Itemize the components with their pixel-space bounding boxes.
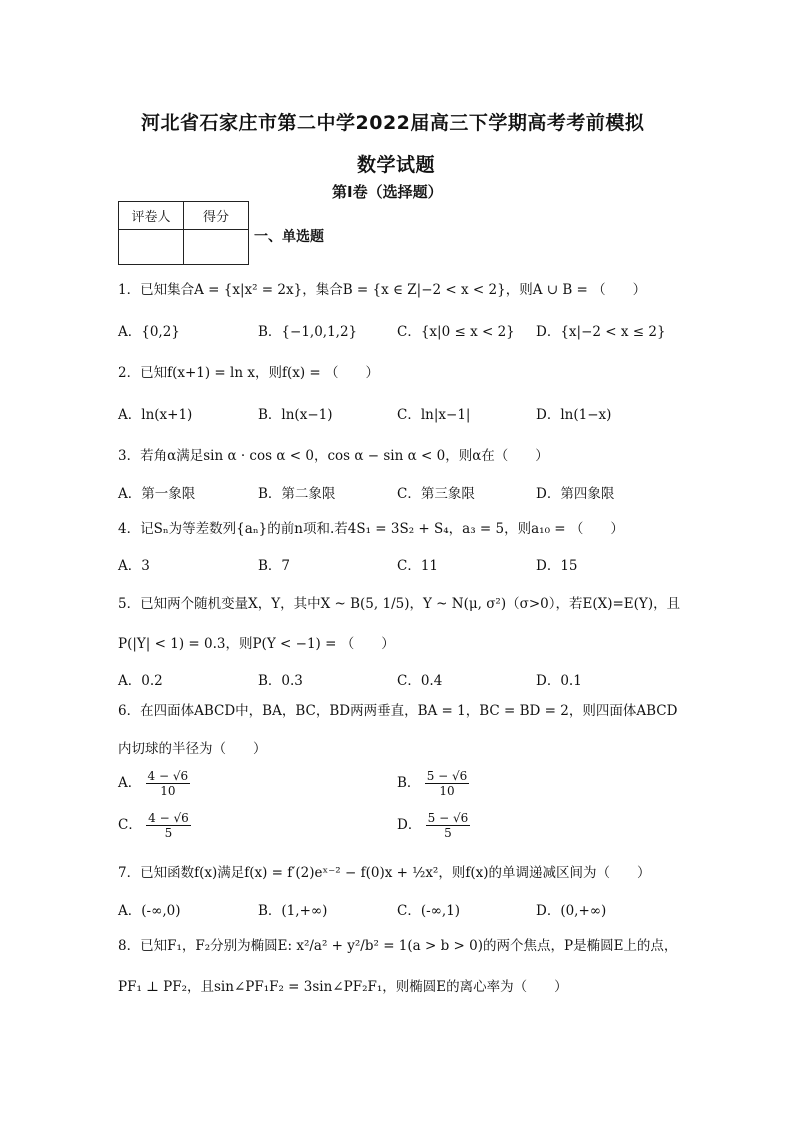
- question-stem-line-1: 已知两个随机变量X，Y，其中X ~ B(5, 1/5)，Y ~ N(μ, σ²)（σ>0），若E(X)=E(Y)，且: [140, 596, 681, 612]
- q6-option-c[interactable]: [118, 811, 191, 840]
- numerator: 4 − √6: [147, 769, 189, 783]
- denominator: 10: [160, 784, 176, 798]
- question-stem: 已知集合A = {x|x² = 2x}，集合B = {x ∈ Z|−2 < x < 2}，则A ∪ B = （ ）: [140, 282, 647, 298]
- q4-option-a[interactable]: A．3: [118, 558, 150, 574]
- question-6-line-2: 内切球的半径为（ ）: [118, 741, 267, 757]
- q1-option-b[interactable]: B．{−1,0,1,2}: [258, 324, 358, 340]
- fraction: [146, 811, 191, 840]
- question-1: [118, 278, 646, 298]
- option-label: B．: [397, 775, 421, 791]
- q2-option-c[interactable]: C．ln|x−1|: [397, 407, 471, 423]
- q6-option-b[interactable]: [397, 769, 469, 798]
- question-number: 4．: [118, 521, 141, 537]
- q5-option-b[interactable]: B．0.3: [258, 673, 303, 689]
- question-7: [118, 861, 650, 881]
- q7-option-b[interactable]: B．(1,+∞): [258, 903, 328, 919]
- score-table-cell-score[interactable]: [184, 230, 249, 265]
- page-title: 河北省石家庄市第二中学2022届高三下学期高考考前模拟: [141, 112, 645, 134]
- numerator: 5 − √6: [426, 769, 468, 783]
- question-number: 7．: [118, 865, 141, 881]
- question-number: 1．: [118, 282, 141, 298]
- q3-option-c[interactable]: C．第三象限: [397, 486, 475, 502]
- denominator: 5: [444, 826, 452, 840]
- denominator: 5: [164, 826, 173, 840]
- q7-option-d[interactable]: D．(0,+∞): [536, 903, 607, 919]
- numerator: 4 − √6: [148, 811, 189, 825]
- numerator: 5 − √6: [427, 811, 469, 825]
- question-5-line-2: P(|Y| < 1) = 0.3，则P(Y < −1) = （ ）: [118, 636, 395, 652]
- q1-option-c[interactable]: C．{x|0 ≤ x < 2}: [397, 324, 515, 340]
- question-number: 3．: [118, 448, 141, 464]
- question-stem: 已知函数f(x)满足f(x) = f′(2)eˣ⁻² − f(0)x + ½x²，则f(x)的单调递减区间为（ ）: [140, 865, 651, 881]
- option-label: C．: [118, 817, 142, 833]
- question-8-line-2: PF₁ ⊥ PF₂，且sin∠PF₁F₂ = 3sin∠PF₂F₁，则椭圆E的离心率为（ ）: [118, 979, 568, 995]
- question-5: [118, 592, 680, 612]
- q4-option-d[interactable]: D．15: [536, 558, 578, 574]
- option-label: D．: [397, 817, 422, 833]
- q2-option-a[interactable]: A．ln(x+1): [118, 407, 193, 423]
- question-3: [118, 444, 549, 464]
- denominator: 10: [439, 784, 455, 798]
- q5-option-a[interactable]: A．0.2: [118, 673, 163, 689]
- q4-option-c[interactable]: C．11: [397, 558, 439, 574]
- q5-option-c[interactable]: C．0.4: [397, 673, 443, 689]
- score-table-header-score: 得分: [184, 202, 249, 230]
- q3-option-a[interactable]: A．第一象限: [118, 486, 196, 502]
- q6-option-d[interactable]: [397, 811, 470, 840]
- question-number: 5．: [118, 596, 141, 612]
- q1-option-a[interactable]: A．{0,2}: [118, 324, 180, 340]
- fraction: [425, 769, 470, 798]
- q2-option-d[interactable]: D．ln(1−x): [536, 407, 612, 423]
- q2-option-b[interactable]: B．ln(x−1): [258, 407, 333, 423]
- q1-option-d[interactable]: D．{x|−2 < x ≤ 2}: [536, 324, 666, 340]
- page-subtitle: 数学试题: [357, 154, 436, 176]
- question-number: 8．: [118, 938, 141, 954]
- fraction: [146, 769, 191, 798]
- q6-option-a[interactable]: [118, 769, 190, 798]
- question-stem: 若角α满足sin α · cos α < 0，cos α − sin α < 0，则α在（ ）: [140, 448, 549, 464]
- q5-option-d[interactable]: D．0.1: [536, 673, 582, 689]
- question-stem-line-1: 已知F₁，F₂分别为椭圆E: x²/a² + y²/b² = 1(a > b > 0)的两个焦点，P是椭圆E上的点，: [140, 938, 678, 954]
- score-table-header-grader: 评卷人: [119, 202, 184, 230]
- q4-option-b[interactable]: B．7: [258, 558, 291, 574]
- section-heading: 第I卷（选择题）: [332, 183, 443, 201]
- score-table: [118, 201, 249, 265]
- question-8: [118, 934, 677, 954]
- question-stem-line-1: 在四面体ABCD中，BA，BC，BD两两垂直，BA = 1，BC = BD = 2，则四面体ABCD: [140, 703, 678, 719]
- question-number: 6．: [118, 703, 141, 719]
- question-2: [118, 361, 379, 381]
- q7-option-a[interactable]: A．(-∞,0): [118, 903, 181, 919]
- question-number: 2．: [118, 365, 141, 381]
- part-heading: 一、单选题: [254, 229, 324, 245]
- question-4: [118, 517, 624, 537]
- question-6: [118, 699, 677, 719]
- score-table-cell-grader[interactable]: [119, 230, 184, 265]
- question-stem: 记Sₙ为等差数列{aₙ}的前n项和.若4S₁ = 3S₂ + S₄，a₃ = 5，则a₁₀ = （ ）: [140, 521, 624, 537]
- q3-option-d[interactable]: D．第四象限: [536, 486, 615, 502]
- q3-option-b[interactable]: B．第二象限: [258, 486, 336, 502]
- option-label: A．: [118, 775, 142, 791]
- question-stem: 已知f(x+1) = ln x，则f(x) = （ ）: [140, 365, 379, 381]
- q7-option-c[interactable]: C．(-∞,1): [397, 903, 461, 919]
- fraction: [426, 811, 471, 840]
